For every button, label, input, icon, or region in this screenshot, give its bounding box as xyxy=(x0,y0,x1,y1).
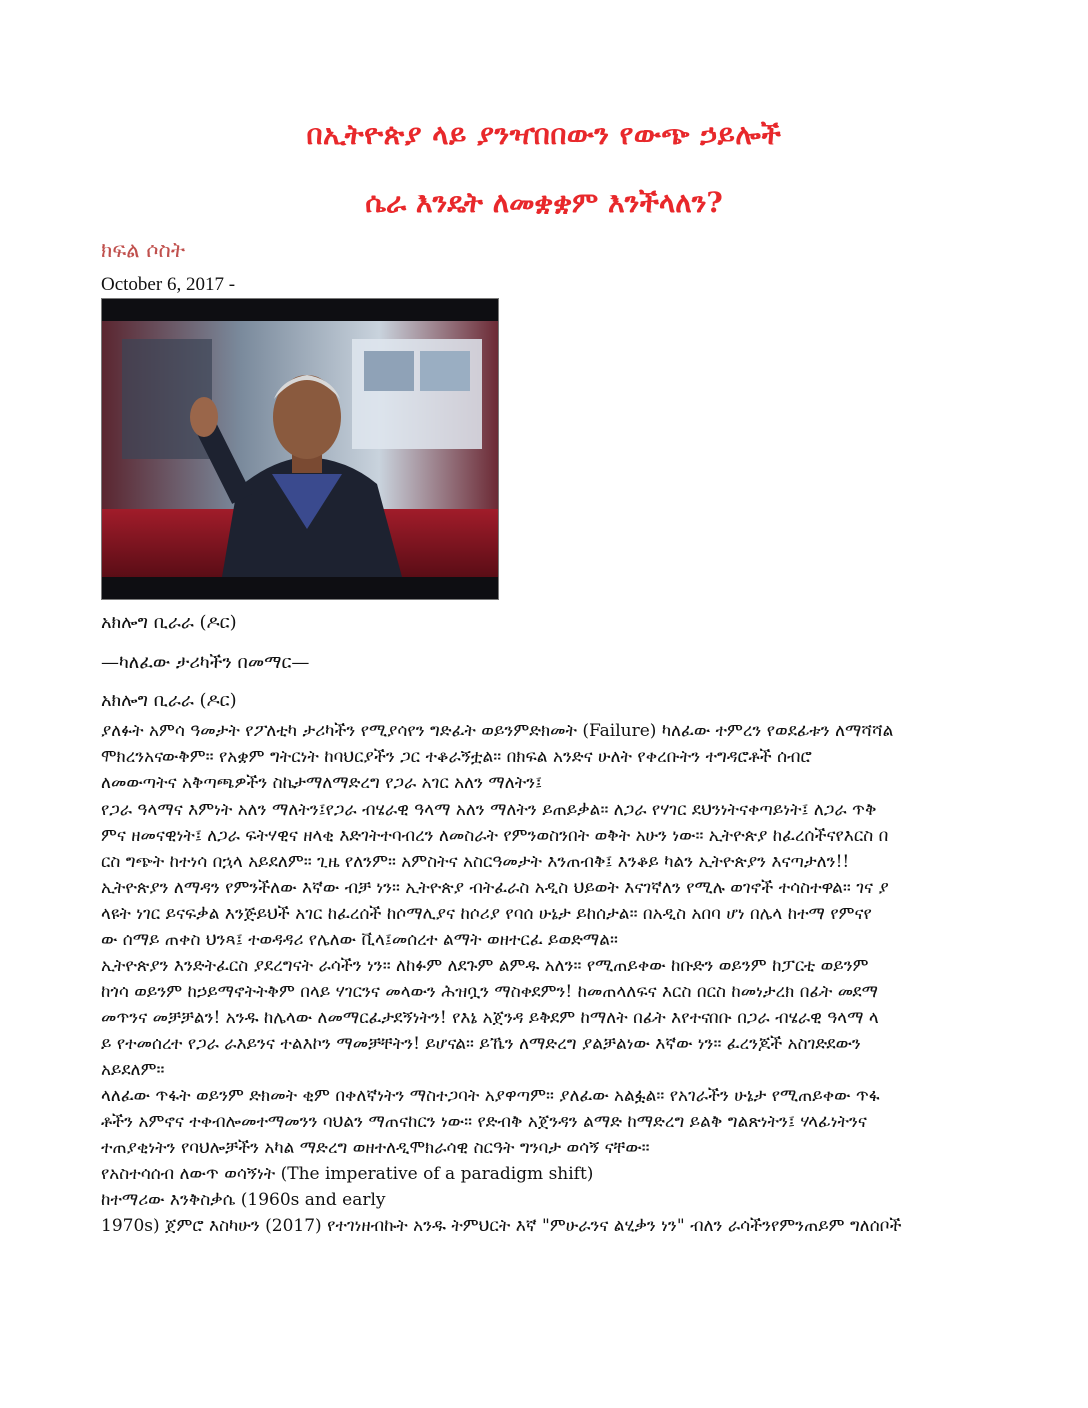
paragraph-line: ኢትዮጵያን እንድትፈርስ ያደረግናት ራሳችን ነን። ለከፉም ለደጉም ልምዱ አለን። የሚጠይቀው ከቡድን ወይንም ከፓርቲ ወይንም xyxy=(101,956,869,976)
paragraph-line: ላዩት ነገር ይናፍቃል እንጅይህች አገር ከፈረሰች ከሶማሊያና ከሶሪያ የባሰ ሁኔታ ይከሰታል። በአዲስ አበባ ሆነ በሌላ ከተማ የምናየ xyxy=(101,904,872,924)
publish-date: October 6, 2017 - xyxy=(101,274,236,295)
paragraph-6 xyxy=(101,1161,989,1239)
paragraph-line: ከተማሪው እንቅስቃሴ (1960s and early xyxy=(101,1190,386,1210)
author-name-repeat: አክሎግ ቢራራ (ዶር) xyxy=(101,690,237,711)
section-heading: የአስተሳሰብ ለውጥ ወሳኝነት (The imperative of a paradigm shift) xyxy=(101,1164,594,1184)
paragraph-line: አይደለም። xyxy=(101,1060,165,1080)
paragraph-line: ላለፈው ጥፋት ወይንም ድክመት ቂም በቀለኛነትን ማስተጋባት አያዋጣም። ያለፈው አልፏል። የአገራችን ሁኔታ የሚጠይቀው ጥፋ xyxy=(101,1086,880,1106)
article-title-line-2: ሴራ እንዴት ለመቋቋም እንችላለን? xyxy=(365,186,723,219)
paragraph-line: የጋራ ዓላማና እምነት አለን ማለትን፤የጋራ ብሄራዊ ዓላማ አለን ማለትን ይጠይቃል። ለጋራ የሃገር ደህንነትናቀጣይነት፤ ለጋራ ጥቅ xyxy=(101,800,877,820)
paragraph-line: ሞክረንአናውቅም። የአቋም ግትርነት ከባህርያችን ጋር ተቆራኝቷል። በክፍል አንድና ሁለት የቀረቡትን ተግዳሮቶች ሰብሮ xyxy=(101,747,812,767)
paragraph-line: ው ሰማይ ጠቀስ ህንጻ፤ ተወዳዳሪ የሌለው ቪላ፤መሰረተ ልማት ወዘተርፈ ይወድማል። xyxy=(101,930,618,950)
paragraph-line: ርስ ግጭት ከተነሳ በኋላ አይደለም። ጊዜ የለንም። አምስትና አስርዓመታት እንጠብቅ፤ እንቆይ ካልን ኢትዮጵያን እናጣታለን!! xyxy=(101,852,850,872)
paragraph-line: ኢትዮጵያን ለማዳን የምንችለው እኛው ብቻ ነን። ኢትዮጵያ ብትፈራስ አዲስ ህይወት እናገኛለን የሚሉ ወገኖች ተሳስተዋል። ገና ያ xyxy=(101,878,889,898)
paragraph-line: ቶችን አምኖና ተቀብሎመተማመንን ባህልን ማጠናከርን ነው። የድብቅ አጀንዳን ልማድ ከማድረግ ይልቅ ግልጽነትን፤ ሃላፊነትንና xyxy=(101,1112,867,1132)
paragraph-line: ይ የተመሰረተ የጋራ ራእይንና ተልእኮን ማመቻቸትን! ይሆናል። ይኼን ለማድረግ ያልቻልነው እኛው ነን። ፈረንጆች አስገድደውን xyxy=(101,1034,861,1054)
paragraph-line: መጥንና መቻቻልን! አንዱ ከሌላው ለመማርፈታደኝነትን! የእኔ አጀንዳ ይቅደም ከማለት በፊት እየተናበቡ በጋራ ብሄራዊ ዓላማ ላ xyxy=(101,1008,879,1028)
section-label: ክፍል ሶስት xyxy=(101,238,186,262)
paragraph-5 xyxy=(101,1083,989,1161)
article-subtitle: —ካለፈው ታሪካችን በመማር— xyxy=(101,652,310,673)
paragraph-line: ምና ዘመናዊነት፤ ለጋራ ፍትሃዊና ዘላቂ እድገትተባብረን ለመስራት የምንወስንበት ወቅት አሁን ነው። ኢትዮጵያ ከፈረሰችናየእርስ በ xyxy=(101,826,889,846)
author-name: አክሎግ ቢራራ (ዶር) xyxy=(101,612,237,633)
tv-studio-portrait-image xyxy=(102,299,498,599)
article-title-line-1: በኢትዮጵያ ላይ ያንዣበበውን የውጭ ኃይሎች xyxy=(306,118,782,151)
author-photo xyxy=(101,298,499,600)
paragraph-line: ያለፉት አምሳ ዓመታት የፖለቲካ ታሪካችን የሚያሳየን ግድፈት ወይንምድክመት (Failure) ካለፈው ተምረን የወደፊቱን ለማሻሻል xyxy=(101,721,894,741)
paragraph-3 xyxy=(101,875,989,953)
paragraph-2 xyxy=(101,797,989,875)
paragraph-line: ከጎሳ ወይንም ከኃይማኖትትቅም በላይ ሃገርንና መላውን ሕዝቧን ማስቀደምን! ከመጠላለፍና እርስ በርስ ከመነታረክ በፊት መደማ xyxy=(101,982,878,1002)
paragraph-1 xyxy=(101,718,989,796)
paragraph-line: ተጠያቂነትን የባህሎቻችን አካል ማድረግ ወዘተለዲሞክራሳዊ ስርዓት ግንባታ ወሳኝ ናቸው። xyxy=(101,1138,650,1158)
paragraph-line: 1970s) ጀምሮ እስካሁን (2017) የተገነዘብኩት አንዱ ትምህርት እኛ "ምሁራንና ልሂቃን ነን" ብለን ራሳችንየምንጠይም ግለሰቦች xyxy=(101,1216,902,1236)
paragraph-4 xyxy=(101,953,989,1083)
paragraph-line: ለመውጣትና አቅጣጫዎችን ስኬታማለማድረግ የጋራ አገር አለን ማለትን፤ xyxy=(101,773,543,793)
